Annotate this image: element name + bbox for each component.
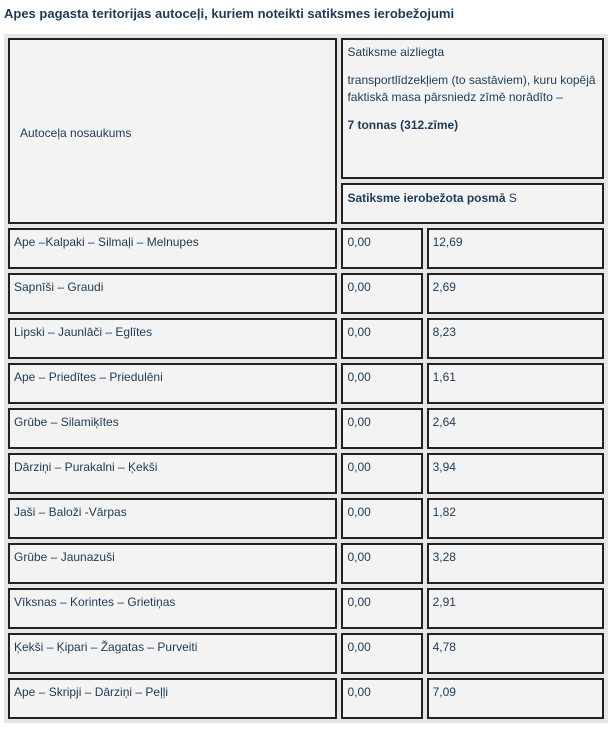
- restriction-description: transportlīdzekļiem (to sastāviem), kuru kopējā faktiskā masa pārsniedz zīmē norādīto –: [347, 73, 596, 104]
- table-row: [8, 273, 604, 314]
- section-start-cell: 0,00: [341, 318, 422, 359]
- section-header: [341, 183, 604, 224]
- roads-table-container: [4, 34, 608, 723]
- restriction-title: Satiksme aizliegta: [347, 45, 445, 59]
- road-name-cell: Lipski – Jaunlāči – Eglītes: [8, 318, 337, 359]
- section-end-cell: 2,91: [427, 588, 604, 629]
- section-suffix: S: [508, 191, 517, 205]
- section-start-cell: 0,00: [341, 273, 422, 314]
- table-row: [8, 318, 604, 359]
- road-name-cell: Dārziņi – Purakalni – Ķekši: [8, 453, 337, 494]
- section-end-cell: 8,23: [427, 318, 604, 359]
- section-end-cell: 12,69: [427, 228, 604, 269]
- table-row: [8, 588, 604, 629]
- section-start-cell: 0,00: [341, 363, 422, 404]
- road-name-cell: Jaši – Baloži -Vārpas: [8, 498, 337, 539]
- section-end-cell: 4,78: [427, 633, 604, 674]
- section-end-cell: 2,64: [427, 408, 604, 449]
- roads-table: [4, 34, 608, 723]
- section-start-cell: 0,00: [341, 453, 422, 494]
- header-row: [8, 38, 604, 179]
- section-end-cell: 2,69: [427, 273, 604, 314]
- table-row: [8, 453, 604, 494]
- section-end-cell: 7,09: [427, 678, 604, 719]
- section-start-cell: 0,00: [341, 543, 422, 584]
- road-name-header: Autoceļa nosaukums: [8, 38, 337, 224]
- section-end-cell: 1,82: [427, 498, 604, 539]
- table-row: [8, 363, 604, 404]
- section-start-cell: 0,00: [341, 228, 422, 269]
- table-row: [8, 408, 604, 449]
- section-start-cell: 0,00: [341, 408, 422, 449]
- section-start-cell: 0,00: [341, 678, 422, 719]
- road-name-cell: Ape – Priedītes – Priedulēni: [8, 363, 337, 404]
- section-end-cell: 3,94: [427, 453, 604, 494]
- table-row: [8, 543, 604, 584]
- road-name-cell: Grūbe – Jaunazuši: [8, 543, 337, 584]
- section-start-cell: 0,00: [341, 498, 422, 539]
- table-row: [8, 633, 604, 674]
- section-start-cell: 0,00: [341, 588, 422, 629]
- restriction-limit: 7 tonnas (312.zīme): [347, 118, 459, 132]
- section-label: Satiksme ierobežota posmā: [347, 191, 506, 205]
- section-end-cell: 1,61: [427, 363, 604, 404]
- table-row: [8, 678, 604, 719]
- road-name-cell: Ape –Kalpaki – Silmaļi – Melnupes: [8, 228, 337, 269]
- page-title: Apes pagasta teritorijas autoceļi, kuriem noteikti satiksmes ierobežojumi: [4, 6, 455, 21]
- section-end-cell: 3,28: [427, 543, 604, 584]
- road-name-cell: Ape – Skripji – Dārziņi – Peļļi: [8, 678, 337, 719]
- table-row: [8, 228, 604, 269]
- table-row: [8, 498, 604, 539]
- road-name-cell: Sapnīši – Graudi: [8, 273, 337, 314]
- road-name-cell: Ķekši – Ķipari – Žagatas – Purveiti: [8, 633, 337, 674]
- restriction-header: [341, 38, 604, 179]
- section-start-cell: 0,00: [341, 633, 422, 674]
- road-name-cell: Vīksnas – Korintes – Grietiņas: [8, 588, 337, 629]
- road-name-cell: Grūbe – Silamiķītes: [8, 408, 337, 449]
